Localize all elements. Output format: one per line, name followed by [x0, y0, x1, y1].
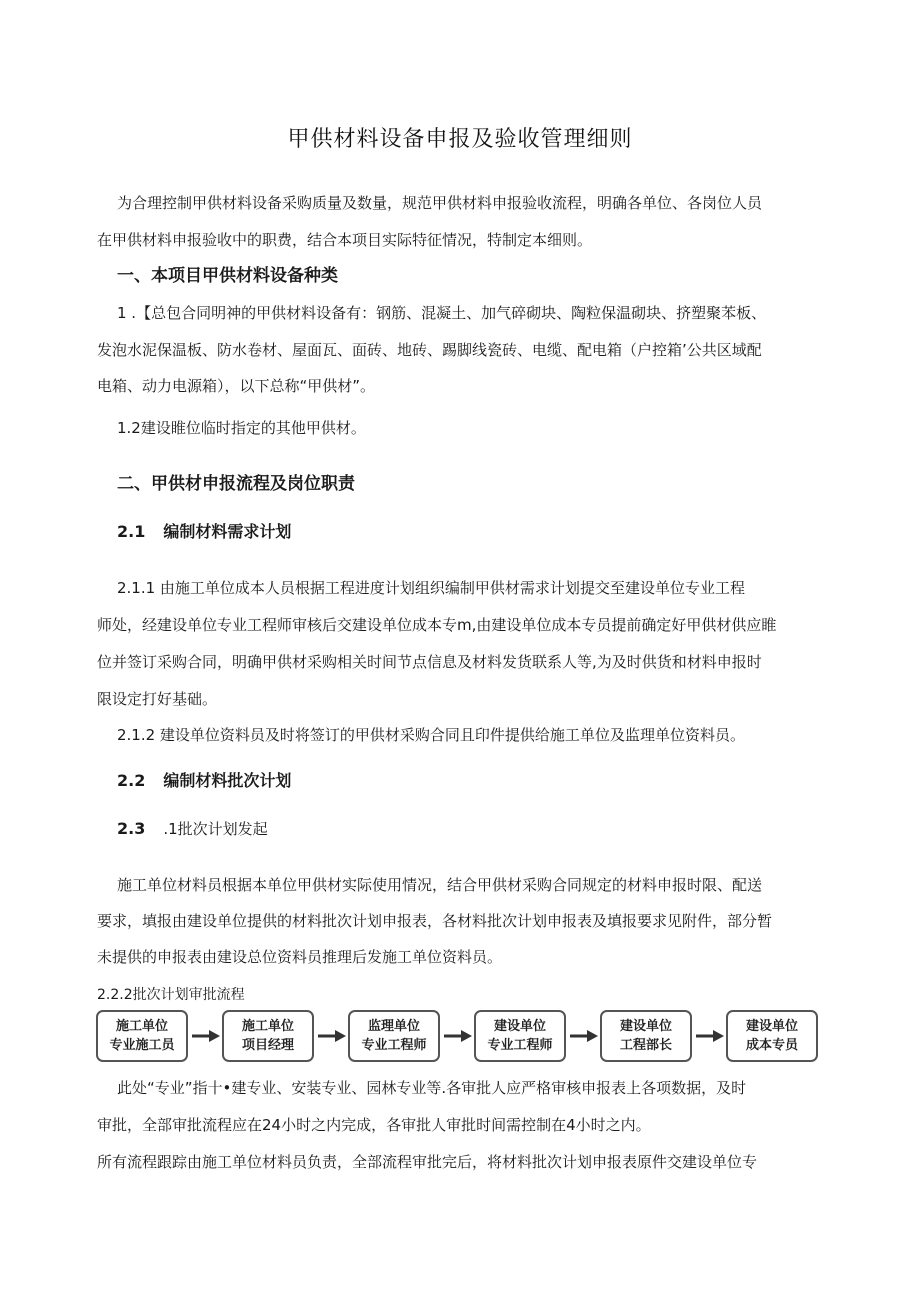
- subsection-2-1-heading: [117, 522, 291, 542]
- flow-step-5: [600, 1010, 692, 1062]
- flow-step-2: [222, 1010, 314, 1062]
- flow-step-3: [348, 1010, 440, 1062]
- subsection-2-1-title: 编制材料需求计划: [163, 522, 292, 541]
- flow-arrow-icon: [569, 1028, 599, 1044]
- subsection-2-3-title: .1批次计划发起: [163, 820, 268, 838]
- flow-step-1-line-1: 施工单位: [115, 1019, 168, 1034]
- intro-line-1: 为合理控制甲供材料设备采购质量及数量，规范甲供材料申报验收流程，明确各单位、各岗位人员: [117, 194, 763, 212]
- approval-flowchart: [96, 1010, 828, 1066]
- subsection-2-3-number: 2.3: [117, 819, 146, 838]
- intro-line-2: 在甲供材料申报验收中的职费，结合本项目实际特征情况，特制定本细则。: [97, 231, 593, 249]
- flow-step-1: [96, 1010, 188, 1062]
- flow-step-1-line-2: 专业施工员: [109, 1038, 175, 1053]
- flow-step-4-line-1: 建设单位: [493, 1019, 546, 1034]
- section-1-para-1-line-2: 发泡水泥保温板、防水卷材、屋面瓦、面砖、地砖、踢脚线瓷砖、电缆、配电箱（户控箱’公共区域配: [97, 341, 762, 359]
- subsection-2-1-number: 2.1: [117, 522, 146, 541]
- flow-step-6: [726, 1010, 818, 1062]
- flow-step-6-line-2: 成本专员: [745, 1038, 798, 1053]
- flow-step-5-line-2: 工程部长: [619, 1038, 672, 1053]
- section-1-para-2: 1.2建设睢位临时指定的其他甲供材。: [117, 419, 366, 437]
- para-2-1-2: 2.1.2 建设单位资料员及时将签订的甲供材采购合同且印件提供给施工单位及监理单位资料员。: [117, 726, 745, 744]
- subsection-2-2-number: 2.2: [117, 771, 146, 790]
- flow-step-4-line-2: 专业工程师: [487, 1038, 553, 1053]
- flow-step-3-line-1: 监理单位: [367, 1019, 420, 1034]
- para-2-1-1-line-1: 2.1.1 由施工单位成本人员根据工程进度计划组织编制甲供材需求计划提交至建设单位专业工程: [117, 579, 745, 597]
- para-2-1-1-line-4: 限设定打好基础。: [97, 690, 218, 708]
- para-2-1-1-line-3: 位并签订采购合同，明确甲供材采购相关时间节点信息及材料发货联系人等,为及时供货和材料申报时: [97, 653, 762, 671]
- flow-step-6-line-1: 建设单位: [745, 1019, 798, 1034]
- flow-arrow-icon: [317, 1028, 347, 1044]
- flow-label: 2.2.2批次计划审批流程: [97, 987, 245, 1003]
- flow-step-4: [474, 1010, 566, 1062]
- flow-step-3-line-2: 专业工程师: [361, 1038, 427, 1053]
- section-1-para-1-line-3: 电箱、动力电源箱），以下总称“甲供材”。: [97, 377, 376, 395]
- flow-step-2-line-1: 施工单位: [241, 1019, 294, 1034]
- para-2-3-line-2: 要求，填报由建设单位提供的材料批次计划申报表，各材料批次计划申报表及填报要求见附件，部分暂: [97, 912, 773, 930]
- para-2-1-1-line-2: 师处，经建设单位专业工程师审核后交建设单位成本专m,由建设单位成本专员提前确定好甲供材供应睢: [97, 616, 777, 634]
- section-1-heading: 一、本项目甲供材料设备种类: [117, 266, 338, 286]
- flow-step-2-line-2: 项目经理: [241, 1038, 294, 1053]
- para-after-flow-line-3: 所有流程跟踪由施工单位材料员负责，全部流程审批完后，将材料批次计划申报表原件交建设单位专: [97, 1153, 758, 1171]
- flow-arrow-icon: [695, 1028, 725, 1044]
- flow-arrow-icon: [443, 1028, 473, 1044]
- subsection-2-2-title: 编制材料批次计划: [163, 771, 292, 790]
- para-2-3-line-3: 未提供的申报表由建设总位资料员推理后发施工单位资料员。: [97, 948, 503, 966]
- flow-arrow-icon: [191, 1028, 221, 1044]
- subsection-2-3-heading: [117, 819, 268, 839]
- section-1-para-1-line-1: 1 .【总包合同明神的甲供材料设备有：钢筋、混凝土、加气碎砌块、陶粒保温砌块、挤塑聚苯板、: [117, 304, 767, 322]
- section-2-heading: 二、甲供材申报流程及岗位职责: [117, 474, 355, 494]
- document-title: 甲供材料设备申报及验收管理细则: [287, 127, 633, 152]
- para-after-flow-line-1: 此处“专业”指十•建专业、安装专业、园林专业等.各审批人应严格审核申报表上各项数据，及时: [117, 1079, 747, 1097]
- subsection-2-2-heading: [117, 771, 291, 791]
- flow-step-5-line-1: 建设单位: [619, 1019, 672, 1034]
- para-2-3-line-1: 施工单位材料员根据本单位甲供材实际使用情况，结合甲供材采购合同规定的材料申报时限、配送: [117, 876, 763, 894]
- para-after-flow-line-2: 审批，全部审批流程应在24小时之内完成，各审批人审批时间需控制在4小时之内。: [97, 1116, 651, 1134]
